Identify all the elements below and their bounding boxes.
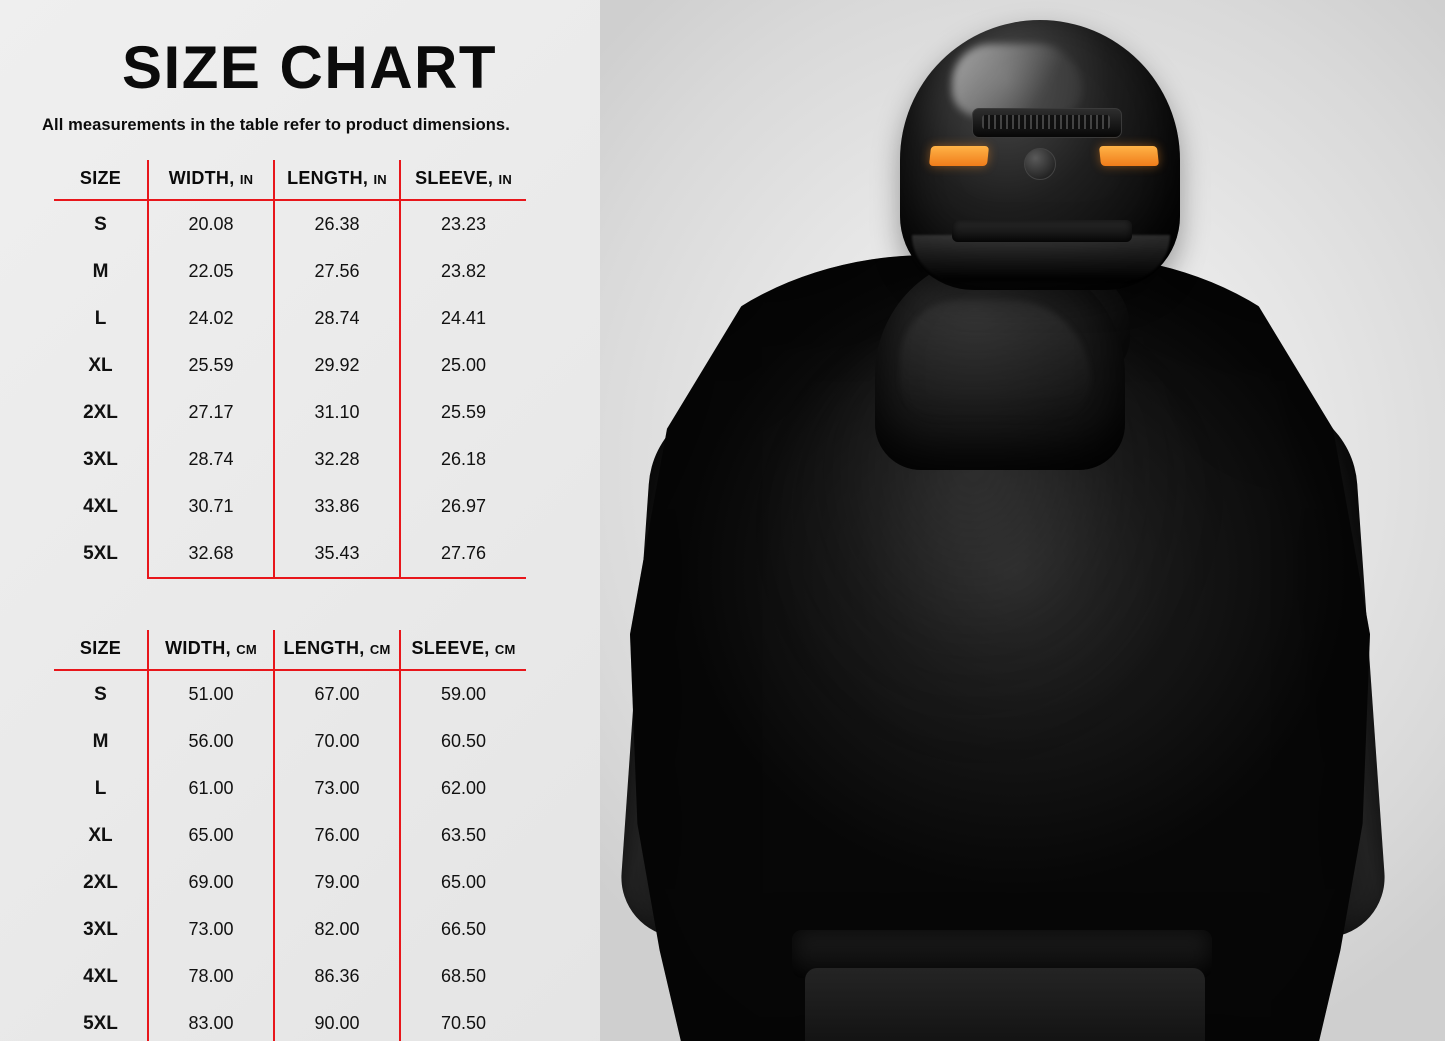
column-header-size-label: SIZE [79, 168, 122, 188]
column-header-width [148, 630, 274, 670]
table-row [54, 436, 526, 483]
table-row [54, 670, 526, 718]
cell-length: 67.00 [274, 670, 400, 718]
column-header-sleeve-label: SLEEVE, [415, 168, 494, 188]
table-row [54, 483, 526, 530]
cell-size: 5XL [83, 1013, 118, 1034]
cell-sleeve: 66.50 [400, 906, 526, 953]
cell-size: 2XL [83, 401, 118, 423]
cell-width: 22.05 [148, 248, 274, 295]
column-header-length-label: LENGTH, [283, 638, 365, 658]
column-header-sleeve-label: SLEEVE, [411, 638, 490, 658]
cell-width: 56.00 [148, 718, 274, 765]
table-header-row [54, 160, 526, 200]
helmet-reflector-left [929, 146, 989, 166]
cell-length: 32.28 [274, 436, 400, 483]
column-header-length [274, 630, 400, 670]
column-header-length-label: LENGTH, [287, 168, 369, 188]
cell-width: 51.00 [148, 670, 274, 718]
cell-sleeve: 63.50 [400, 812, 526, 859]
cell-width: 73.00 [148, 906, 274, 953]
cell-sleeve: 25.00 [400, 342, 526, 389]
cell-length: 28.74 [274, 295, 400, 342]
cell-sleeve: 23.82 [400, 248, 526, 295]
cell-length: 90.00 [274, 1000, 400, 1041]
cell-size: 5XL [83, 543, 118, 564]
chart-panel [0, 0, 620, 1041]
cell-size: M [92, 730, 109, 752]
column-header-length [274, 160, 400, 200]
column-header-width [148, 160, 274, 200]
column-header-length-unit: CM [369, 642, 391, 657]
cell-sleeve: 26.97 [400, 483, 526, 530]
table-row [54, 248, 526, 295]
helmet-rear-spoiler [952, 220, 1132, 242]
cell-sleeve: 23.23 [400, 200, 526, 248]
cell-size: 3XL [83, 448, 118, 470]
table-row [54, 953, 526, 1000]
cell-width: 83.00 [148, 1000, 274, 1041]
product-photo [600, 0, 1445, 1041]
helmet-reflector-right [1099, 146, 1159, 166]
size-table-centimeters [54, 630, 526, 1041]
cell-length: 70.00 [274, 718, 400, 765]
table-row [54, 389, 526, 436]
cell-size: 3XL [83, 918, 118, 940]
column-header-width-label: WIDTH, [168, 168, 235, 188]
cell-sleeve: 59.00 [400, 670, 526, 718]
cell-width: 65.00 [148, 812, 274, 859]
cell-length: 31.10 [274, 389, 400, 436]
cell-length: 29.92 [274, 342, 400, 389]
column-header-sleeve-unit: IN [498, 172, 512, 187]
cell-length: 79.00 [274, 859, 400, 906]
cell-sleeve: 60.50 [400, 718, 526, 765]
table-row [54, 1000, 526, 1041]
cell-sleeve: 68.50 [400, 953, 526, 1000]
page-title: SIZE CHART [122, 34, 497, 101]
helmet-vent-grille [982, 115, 1110, 129]
table-row [54, 200, 526, 248]
cell-sleeve: 24.41 [400, 295, 526, 342]
table-row [54, 906, 526, 953]
cell-length: 73.00 [274, 765, 400, 812]
cell-sleeve: 65.00 [400, 859, 526, 906]
cell-size: 4XL [83, 495, 118, 517]
page-subtitle: All measurements in the table refer to product dimensions. [42, 116, 510, 134]
cell-length: 26.38 [274, 200, 400, 248]
table-row [54, 295, 526, 342]
cell-sleeve: 62.00 [400, 765, 526, 812]
cell-width: 25.59 [148, 342, 274, 389]
cell-width: 24.02 [148, 295, 274, 342]
column-header-size-label: SIZE [79, 638, 122, 658]
cell-size: 2XL [83, 871, 118, 893]
cell-size: XL [88, 824, 113, 846]
cell-length: 27.56 [274, 248, 400, 295]
cell-width: 20.08 [148, 200, 274, 248]
column-header-size [54, 160, 148, 200]
cell-size: M [92, 260, 109, 282]
table-row [54, 718, 526, 765]
cell-size: S [94, 213, 107, 235]
cell-size: S [94, 683, 107, 705]
cell-sleeve: 26.18 [400, 436, 526, 483]
cell-sleeve: 70.50 [400, 1000, 526, 1041]
cell-width: 32.68 [148, 530, 274, 578]
cell-width: 30.71 [148, 483, 274, 530]
cell-length: 82.00 [274, 906, 400, 953]
cell-width: 27.17 [148, 389, 274, 436]
column-header-sleeve [400, 630, 526, 670]
model-pants [805, 968, 1205, 1041]
table-row [54, 530, 526, 578]
helmet-badge [1024, 148, 1056, 180]
cell-width: 78.00 [148, 953, 274, 1000]
column-header-sleeve [400, 160, 526, 200]
cell-length: 86.36 [274, 953, 400, 1000]
cell-width: 61.00 [148, 765, 274, 812]
cell-sleeve: 27.76 [400, 530, 526, 578]
table-row [54, 342, 526, 389]
cell-size: 4XL [83, 965, 118, 987]
size-table-inches [54, 160, 526, 579]
cell-length: 35.43 [274, 530, 400, 578]
column-header-length-unit: IN [373, 172, 387, 187]
cell-width: 69.00 [148, 859, 274, 906]
helmet-gloss-highlight [952, 44, 1082, 116]
column-header-size [54, 630, 148, 670]
hood-fold [900, 300, 1090, 420]
table-row [54, 765, 526, 812]
cell-sleeve: 25.59 [400, 389, 526, 436]
table-header-row [54, 630, 526, 670]
cell-length: 76.00 [274, 812, 400, 859]
cell-length: 33.86 [274, 483, 400, 530]
cell-size: XL [88, 354, 113, 376]
column-header-sleeve-unit: CM [494, 642, 516, 657]
cell-width: 28.74 [148, 436, 274, 483]
column-header-width-unit: CM [236, 642, 257, 657]
column-header-width-label: WIDTH, [165, 638, 231, 658]
cell-size: L [94, 777, 107, 799]
table-row [54, 859, 526, 906]
cell-size: L [94, 307, 107, 329]
table-row [54, 812, 526, 859]
column-header-width-unit: IN [239, 172, 254, 187]
